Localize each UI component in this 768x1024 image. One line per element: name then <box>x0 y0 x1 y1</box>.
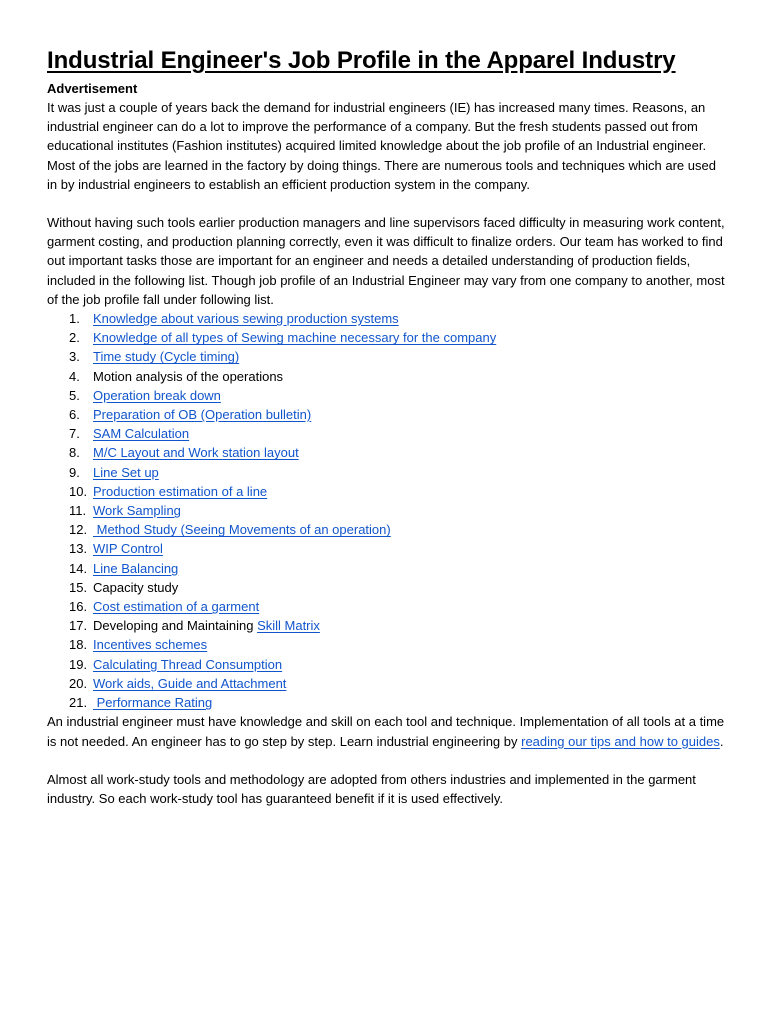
list-item-link[interactable]: Preparation of OB (Operation bulletin) <box>93 407 312 423</box>
list-item-link[interactable]: Knowledge of all types of Sewing machine necessary for the company <box>93 330 497 346</box>
list-item <box>47 635 727 654</box>
list-number: 14. <box>69 560 88 576</box>
list-item <box>47 501 727 520</box>
list-item <box>47 347 727 366</box>
list-number: 19. <box>69 656 88 672</box>
list-number: 5. <box>69 387 80 403</box>
list-item <box>47 693 727 712</box>
page-title: Industrial Engineer's Job Profile in the Apparel Industry <box>47 47 676 74</box>
list-item-text: Developing and Maintaining <box>93 618 258 634</box>
tips-guides-link[interactable]: reading our tips and how to guides <box>521 733 720 749</box>
list-item-link[interactable]: Line Balancing <box>93 560 179 576</box>
list-item-link[interactable]: Cost estimation of a garment <box>93 599 260 615</box>
list-number: 18. <box>69 637 88 653</box>
list-item-link[interactable]: WIP Control <box>93 541 163 557</box>
list-item <box>47 520 727 539</box>
list-item <box>47 482 727 501</box>
list-item-link[interactable]: Production estimation of a line <box>93 483 268 499</box>
intro-paragraph: It was just a couple of years back the demand for industrial engineers (IE) has increased many times. Reasons, an industrial engineer can do a lot to improve the performance of a company. But the fresh students passed out from educational institutes (Fashion institutes) acquired limited knowledge about the job profile of an Industrial engineer. Most of the jobs are learned in the factory by doing things. There are numerous tools and techniques which are used in by industrial engineers to establish an efficient production system in the company. <box>47 100 716 192</box>
list-item <box>47 539 727 558</box>
list-item-link[interactable]: Work Sampling <box>93 503 181 519</box>
list-item-link[interactable]: Performance Rating <box>93 695 213 711</box>
implementation-text: An industrial engineer must have knowledge and skill on each tool and technique. Implementation of all tools at a time is not needed. An engineer has to go step by step. Learn industrial engineering by <box>47 714 725 749</box>
document-page <box>47 44 727 808</box>
list-item-link[interactable]: M/C Layout and Work station layout <box>93 445 299 461</box>
list-item <box>47 616 727 635</box>
list-item <box>47 597 727 616</box>
list-item-link[interactable]: SAM Calculation <box>93 426 190 442</box>
list-number: 6. <box>69 407 80 423</box>
list-number: 3. <box>69 349 80 365</box>
list-item <box>47 655 727 674</box>
list-item <box>47 367 727 386</box>
list-number: 7. <box>69 426 80 442</box>
implementation-paragraph <box>47 712 727 750</box>
list-number: 16. <box>69 599 88 615</box>
list-item <box>47 309 727 328</box>
list-item <box>47 443 727 462</box>
list-number: 11. <box>69 503 87 519</box>
list-item-link[interactable]: Method Study (Seeing Movements of an operation) <box>93 522 391 538</box>
list-number: 12. <box>69 522 88 538</box>
list-item-link[interactable]: Time study (Cycle timing) <box>93 349 240 365</box>
list-number: 8. <box>69 445 80 461</box>
paragraph-spacer <box>47 751 727 770</box>
advertisement-label: Advertisement <box>47 81 138 96</box>
list-item <box>47 559 727 578</box>
list-item <box>47 386 727 405</box>
list-item-link[interactable]: Operation break down <box>93 387 221 403</box>
job-profile-list <box>47 309 727 712</box>
list-item <box>47 578 727 597</box>
tools-paragraph: Without having such tools earlier production managers and line supervisors faced difficulty in measuring work content, garment costing, and production planning correctly, even it was difficult to finalize orders. Our team has worked to find out important tasks those are important for an engineer and needs a detailed understanding of production fields, included in the following list. Though job profile of an Industrial Engineer may vary from one company to another, most of the job profile fall under following list. <box>47 215 725 307</box>
list-number: 4. <box>69 368 80 384</box>
list-number: 21. <box>69 695 88 711</box>
list-number: 2. <box>69 330 80 346</box>
list-number: 15. <box>69 579 88 595</box>
list-number: 20. <box>69 675 88 691</box>
list-item-link[interactable]: Line Set up <box>93 464 159 480</box>
list-number: 9. <box>69 464 80 480</box>
skill-matrix-link[interactable]: Skill Matrix <box>257 618 320 634</box>
list-item-text: Capacity study <box>93 579 179 595</box>
list-item <box>47 328 727 347</box>
list-item <box>47 405 727 424</box>
list-item <box>47 463 727 482</box>
list-number: 13. <box>69 541 88 557</box>
paragraph-spacer <box>47 194 727 213</box>
list-item-text: Motion analysis of the operations <box>93 368 284 384</box>
list-number: 1. <box>69 311 80 327</box>
list-item <box>47 424 727 443</box>
list-number: 10. <box>69 483 88 499</box>
list-number: 17. <box>69 618 88 634</box>
list-item-link[interactable]: Calculating Thread Consumption <box>93 656 283 672</box>
implementation-text-end: . <box>719 733 724 749</box>
list-item-link[interactable]: Knowledge about various sewing production systems <box>93 311 399 327</box>
list-item-link[interactable]: Work aids, Guide and Attachment <box>93 675 287 691</box>
work-study-paragraph: Almost all work-study tools and methodology are adopted from others industries and implemented in the garment industry. So each work-study tool has guaranteed benefit if it is used effectively. <box>47 771 696 806</box>
list-item-link[interactable]: Incentives schemes <box>93 637 208 653</box>
list-item <box>47 674 727 693</box>
